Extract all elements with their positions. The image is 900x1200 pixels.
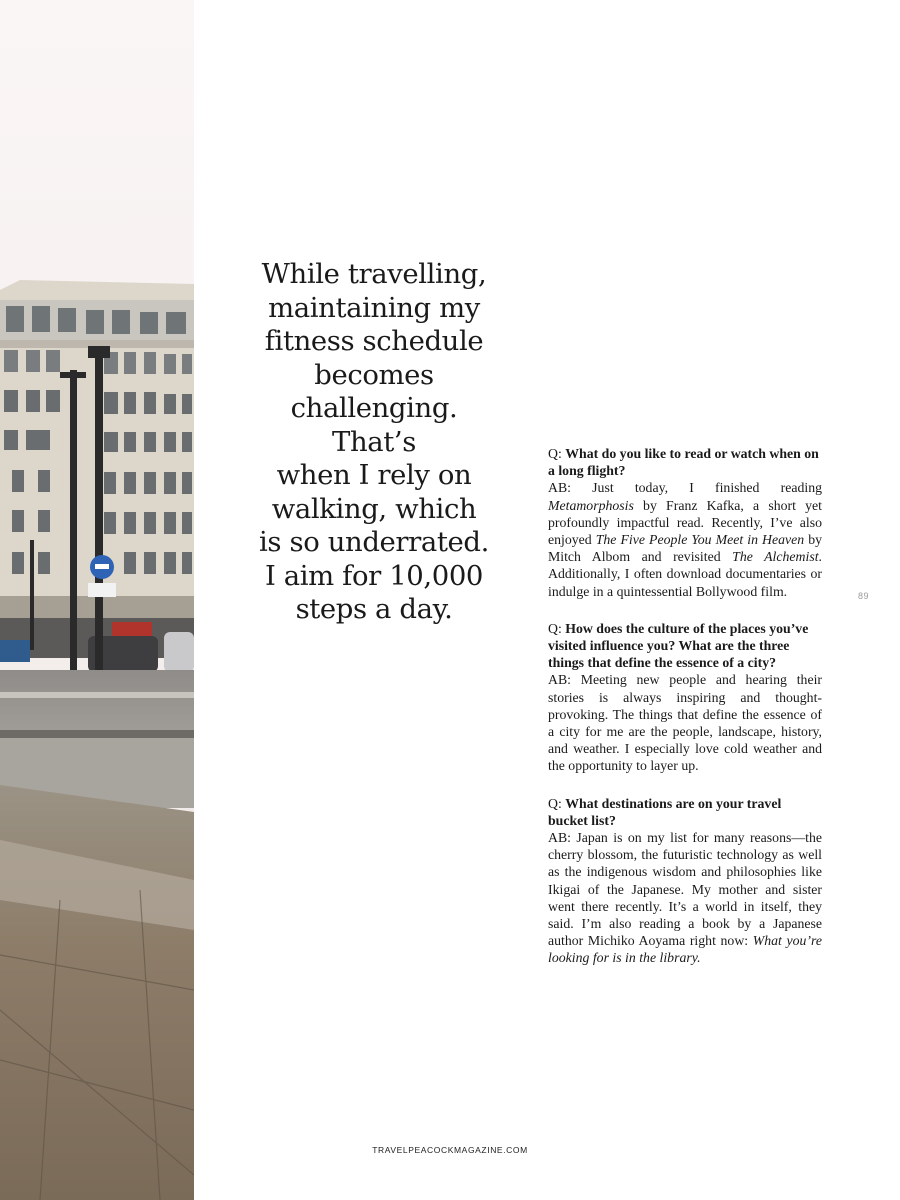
question: Q: What do you like to read or watch when on a long flight? [548,446,819,479]
pull-quote-line: is so underrated. [259,526,489,558]
interview-column [548,445,822,987]
footer-url: TRAVELPEACOCKMAGAZINE.COM [372,1145,528,1155]
qa-block [548,620,822,775]
pull-quote-line: fitness schedule [264,325,484,357]
pull-quote-line: becomes [314,358,434,391]
page-number: 89 [858,591,870,601]
question: Q: What destinations are on your travel bucket list? [548,795,782,828]
pull-quote [250,258,498,627]
street-photo-illustration [0,0,194,1200]
pull-quote-line: maintaining my [268,291,480,324]
answer: AB: Japan is on my list for many reasons—the cherry blossom, the futuristic technology as well as the indigenous wisdom and philosophies like Ikigai of the Japanese. My mother and sister went there recently. It’s a world in itself, they said. I’m also reading a book by a Japanese author Michiko Aoyama right now: What you’re looking for is in the library. [548,830,822,966]
qa-block [548,795,822,967]
street-photo [0,0,194,1200]
pull-quote-line: While travelling, [261,258,487,290]
pull-quote-line: when I rely on [276,459,472,491]
pull-quote-line: challenging. That’s [290,392,458,458]
pull-quote-line: I aim for 10,000 [264,559,484,592]
qa-block [548,445,822,600]
pull-quote-line: steps a day. [295,593,453,625]
pull-quote-line: walking, which [271,492,477,525]
answer: AB: Meeting new people and hearing their stories is always inspiring and thought-provoking. The things that define the essence of a city for me are the people, landscape, history, and weather. I especially love cold weather and the opportunity to layer up. [548,672,822,774]
question: Q: How does the culture of the places you’ve visited influence you? What are the three things that define the essence of a city? [548,620,809,671]
answer: AB: Just today, I finished reading Metamorphosis by Franz Kafka, a short yet profoundly impactful read. Recently, I’ve also enjoyed The Five People You Meet in Heaven by Mitch Albom and revisited The Alchemist. Additionally, I often download documentaries or indulge in a quintessential Bollywood film. [548,480,822,599]
